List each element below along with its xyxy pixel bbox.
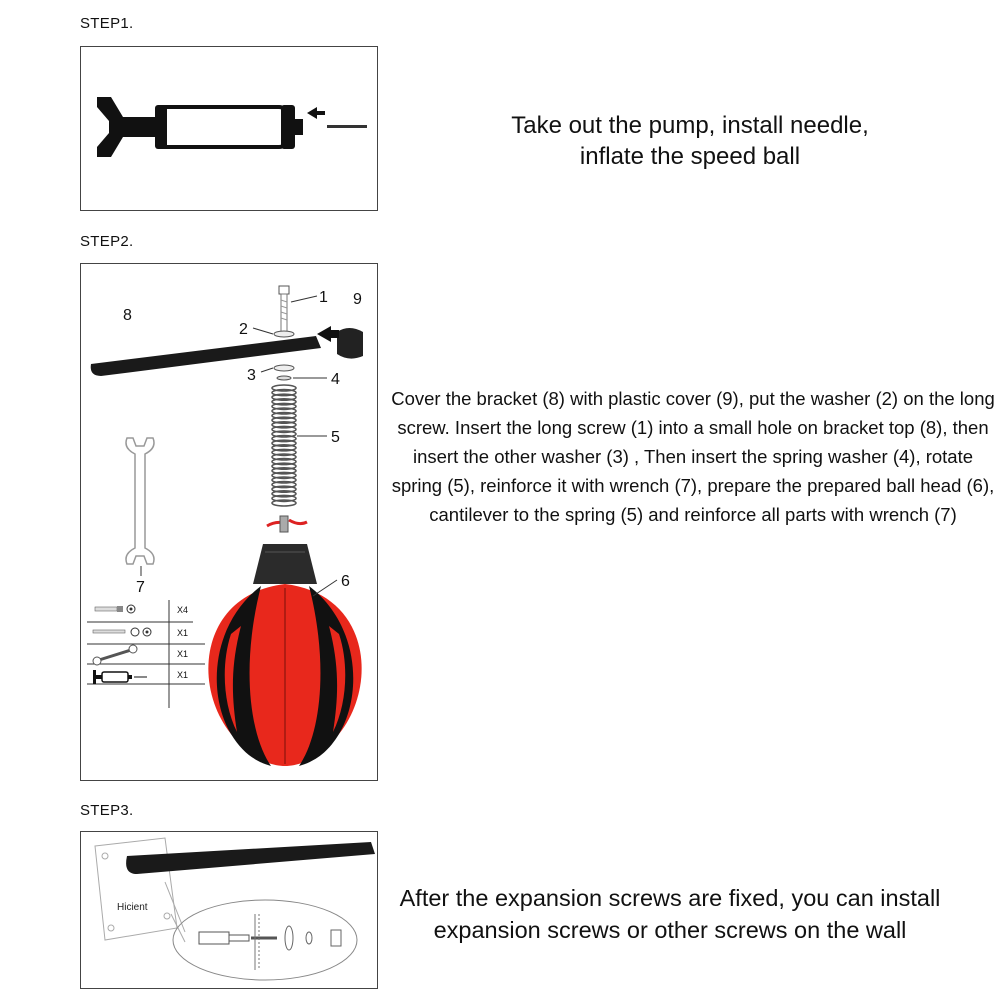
washer-icon [274, 365, 294, 371]
part-number-1: 1 [319, 289, 328, 306]
speed-ball-icon [208, 544, 361, 766]
parts-qty: X1 [177, 628, 189, 638]
step1-illustration [80, 46, 378, 211]
step1-label: STEP1. [80, 15, 134, 32]
part-number-8: 8 [123, 307, 132, 324]
spring-washer-icon [277, 376, 291, 380]
arrow-left-icon [307, 107, 325, 119]
part-number-4: 4 [331, 371, 340, 388]
parts-qty: X1 [177, 670, 189, 680]
part-number-2: 2 [239, 321, 248, 338]
wrench-icon [126, 438, 154, 564]
needle-icon [327, 125, 367, 128]
parts-qty: X1 [177, 649, 189, 659]
part-number-3: 3 [247, 367, 256, 384]
parts-list-table [87, 600, 205, 708]
arrow-left-icon [317, 326, 339, 342]
spring-icon [272, 385, 296, 506]
pump-small-icon [93, 670, 147, 684]
long-screw-washers-icon [93, 628, 151, 636]
wrench-small-icon [93, 645, 137, 665]
step3-illustration [80, 831, 378, 989]
step1-description: Take out the pump, install needle, inflate the speed ball [511, 112, 869, 170]
bracket-icon [126, 842, 375, 874]
washer-icon [274, 331, 294, 337]
part-number-9: 9 [353, 291, 362, 308]
part-number-5: 5 [331, 429, 340, 446]
step2-description: Cover the bracket (8) with plastic cover (9), put the washer (2) on the long screw. Insert the long screw (1) into a small hole on bracket top (8), then insert the other washer (3) , Then insert the spring washer (4), rotate spring (5), reinforce it with wrench (7), prepare the prepared ball head (6), cantilever to the spring (5) and reinforce all parts with wrench (7) [391, 388, 995, 525]
expansion-screw-icon [199, 914, 341, 970]
step3-label: STEP3. [80, 802, 134, 819]
step3-description: After the expansion screws are fixed, you can install expansion screws or other screws on the wall [399, 885, 941, 943]
part-number-6: 6 [341, 573, 350, 590]
pump-icon [97, 97, 303, 157]
wall-brand-label: Hicient [117, 902, 148, 913]
step2-illustration [80, 263, 378, 781]
part-number-7: 7 [136, 579, 145, 596]
plastic-cover-icon [337, 328, 363, 359]
long-screw-icon [279, 286, 289, 332]
step2-label: STEP2. [80, 233, 134, 250]
bolt-washer-icon [95, 605, 135, 613]
wall-plate-icon [95, 838, 177, 940]
parts-qty: X4 [177, 605, 189, 615]
